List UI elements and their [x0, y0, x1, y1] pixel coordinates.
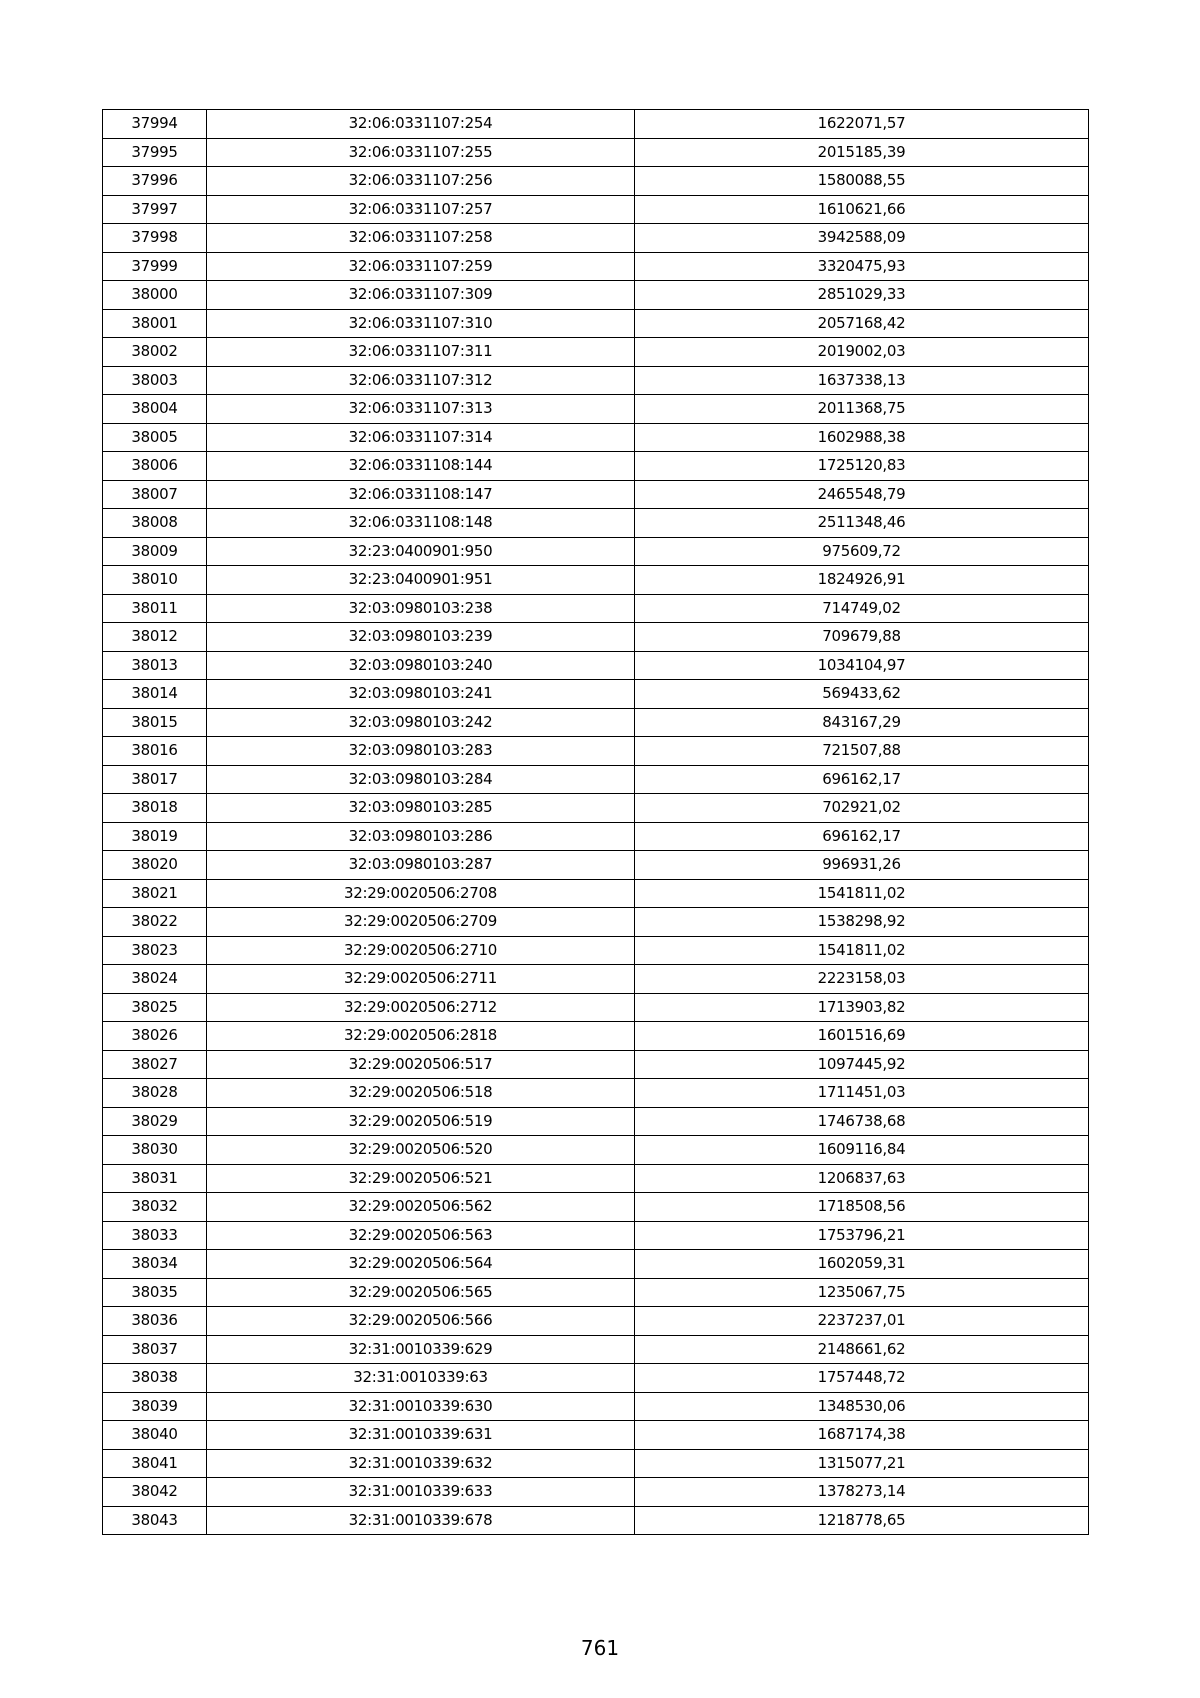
cadastral-number-cell: 32:31:0010339:629	[207, 1335, 635, 1364]
row-number-cell: 38030	[103, 1136, 207, 1165]
row-number-cell: 38034	[103, 1250, 207, 1279]
table-row	[103, 224, 1089, 253]
value-cell: 1097445,92	[635, 1050, 1089, 1079]
cadastral-number-cell: 32:06:0331107:256	[207, 167, 635, 196]
row-number-cell: 38032	[103, 1193, 207, 1222]
value-cell: 1753796,21	[635, 1221, 1089, 1250]
cadastral-number-cell: 32:03:0980103:239	[207, 623, 635, 652]
value-cell: 975609,72	[635, 537, 1089, 566]
table-row	[103, 851, 1089, 880]
cadastral-number-cell: 32:06:0331108:148	[207, 509, 635, 538]
row-number-cell: 37994	[103, 110, 207, 139]
row-number-cell: 38008	[103, 509, 207, 538]
row-number-cell: 38003	[103, 366, 207, 395]
table-row	[103, 1164, 1089, 1193]
table-row	[103, 452, 1089, 481]
cadastral-number-cell: 32:31:0010339:678	[207, 1506, 635, 1535]
cadastral-number-cell: 32:03:0980103:287	[207, 851, 635, 880]
table-row	[103, 252, 1089, 281]
value-cell: 1580088,55	[635, 167, 1089, 196]
table-row	[103, 765, 1089, 794]
table-row	[103, 1022, 1089, 1051]
cadastral-number-cell: 32:03:0980103:284	[207, 765, 635, 794]
row-number-cell: 38000	[103, 281, 207, 310]
table-row	[103, 965, 1089, 994]
row-number-cell: 38038	[103, 1364, 207, 1393]
cadastral-number-cell: 32:29:0020506:565	[207, 1278, 635, 1307]
row-number-cell: 38011	[103, 594, 207, 623]
table-row	[103, 1050, 1089, 1079]
cadastral-number-cell: 32:29:0020506:2709	[207, 908, 635, 937]
value-cell: 2237237,01	[635, 1307, 1089, 1336]
cadastral-number-cell: 32:06:0331107:254	[207, 110, 635, 139]
value-cell: 1610621,66	[635, 195, 1089, 224]
cadastral-number-cell: 32:29:0020506:519	[207, 1107, 635, 1136]
table-row	[103, 138, 1089, 167]
table-row	[103, 509, 1089, 538]
table-row	[103, 936, 1089, 965]
value-cell: 843167,29	[635, 708, 1089, 737]
row-number-cell: 38013	[103, 651, 207, 680]
value-cell: 696162,17	[635, 765, 1089, 794]
row-number-cell: 37995	[103, 138, 207, 167]
cadastral-number-cell: 32:06:0331107:257	[207, 195, 635, 224]
row-number-cell: 38036	[103, 1307, 207, 1336]
table-row	[103, 338, 1089, 367]
value-cell: 3320475,93	[635, 252, 1089, 281]
value-cell: 1711451,03	[635, 1079, 1089, 1108]
row-number-cell: 38017	[103, 765, 207, 794]
value-cell: 2148661,62	[635, 1335, 1089, 1364]
value-cell: 709679,88	[635, 623, 1089, 652]
row-number-cell: 38037	[103, 1335, 207, 1364]
row-number-cell: 38009	[103, 537, 207, 566]
row-number-cell: 38010	[103, 566, 207, 595]
cadastral-number-cell: 32:29:0020506:518	[207, 1079, 635, 1108]
cadastral-number-cell: 32:06:0331107:314	[207, 423, 635, 452]
cadastral-number-cell: 32:31:0010339:633	[207, 1478, 635, 1507]
row-number-cell: 38006	[103, 452, 207, 481]
value-cell: 1538298,92	[635, 908, 1089, 937]
table-row	[103, 623, 1089, 652]
row-number-cell: 38043	[103, 1506, 207, 1535]
table-row	[103, 1221, 1089, 1250]
value-cell: 1348530,06	[635, 1392, 1089, 1421]
row-number-cell: 38015	[103, 708, 207, 737]
table-row	[103, 423, 1089, 452]
value-cell: 1637338,13	[635, 366, 1089, 395]
cadastral-number-cell: 32:29:0020506:2818	[207, 1022, 635, 1051]
table-row	[103, 281, 1089, 310]
table-row	[103, 566, 1089, 595]
table-row	[103, 708, 1089, 737]
table-body	[103, 110, 1089, 1535]
row-number-cell: 38028	[103, 1079, 207, 1108]
table-row	[103, 366, 1089, 395]
value-cell: 1824926,91	[635, 566, 1089, 595]
table-row	[103, 1079, 1089, 1108]
value-cell: 714749,02	[635, 594, 1089, 623]
value-cell: 1609116,84	[635, 1136, 1089, 1165]
row-number-cell: 38024	[103, 965, 207, 994]
table-row	[103, 1250, 1089, 1279]
table-row	[103, 737, 1089, 766]
cadastral-number-cell: 32:29:0020506:517	[207, 1050, 635, 1079]
row-number-cell: 38029	[103, 1107, 207, 1136]
cadastral-number-cell: 32:29:0020506:2712	[207, 993, 635, 1022]
row-number-cell: 37999	[103, 252, 207, 281]
cadastral-number-cell: 32:29:0020506:2710	[207, 936, 635, 965]
cadastral-number-cell: 32:29:0020506:566	[207, 1307, 635, 1336]
value-cell: 1757448,72	[635, 1364, 1089, 1393]
cadastral-number-cell: 32:03:0980103:240	[207, 651, 635, 680]
row-number-cell: 38016	[103, 737, 207, 766]
cadastral-number-cell: 32:31:0010339:630	[207, 1392, 635, 1421]
row-number-cell: 37998	[103, 224, 207, 253]
table-row	[103, 1136, 1089, 1165]
table-row	[103, 1392, 1089, 1421]
table-row	[103, 993, 1089, 1022]
row-number-cell: 38026	[103, 1022, 207, 1051]
row-number-cell: 38031	[103, 1164, 207, 1193]
value-cell: 1218778,65	[635, 1506, 1089, 1535]
row-number-cell: 38018	[103, 794, 207, 823]
value-cell: 2223158,03	[635, 965, 1089, 994]
row-number-cell: 38021	[103, 879, 207, 908]
row-number-cell: 38020	[103, 851, 207, 880]
cadastral-number-cell: 32:29:0020506:520	[207, 1136, 635, 1165]
table-row	[103, 195, 1089, 224]
cadastral-number-cell: 32:03:0980103:285	[207, 794, 635, 823]
row-number-cell: 38039	[103, 1392, 207, 1421]
table-row	[103, 879, 1089, 908]
row-number-cell: 38042	[103, 1478, 207, 1507]
table-row	[103, 480, 1089, 509]
table-row	[103, 1307, 1089, 1336]
value-cell: 1718508,56	[635, 1193, 1089, 1222]
cadastral-number-cell: 32:06:0331107:309	[207, 281, 635, 310]
value-cell: 2019002,03	[635, 338, 1089, 367]
table-row	[103, 167, 1089, 196]
page-number: 761	[580, 1636, 620, 1660]
value-cell: 1687174,38	[635, 1421, 1089, 1450]
cadastral-number-cell: 32:29:0020506:562	[207, 1193, 635, 1222]
table-row	[103, 794, 1089, 823]
value-cell: 702921,02	[635, 794, 1089, 823]
row-number-cell: 38033	[103, 1221, 207, 1250]
value-cell: 2011368,75	[635, 395, 1089, 424]
value-cell: 1378273,14	[635, 1478, 1089, 1507]
cadastral-number-cell: 32:06:0331108:147	[207, 480, 635, 509]
cadastral-number-cell: 32:03:0980103:242	[207, 708, 635, 737]
table-row	[103, 1107, 1089, 1136]
cadastral-number-cell: 32:03:0980103:286	[207, 822, 635, 851]
value-cell: 1541811,02	[635, 879, 1089, 908]
table-row	[103, 1506, 1089, 1535]
row-number-cell: 37996	[103, 167, 207, 196]
cadastral-number-cell: 32:29:0020506:564	[207, 1250, 635, 1279]
value-cell: 1034104,97	[635, 651, 1089, 680]
value-cell: 1541811,02	[635, 936, 1089, 965]
value-cell: 1315077,21	[635, 1449, 1089, 1478]
cadastral-number-cell: 32:29:0020506:2711	[207, 965, 635, 994]
row-number-cell: 38023	[103, 936, 207, 965]
cadastral-number-cell: 32:06:0331107:311	[207, 338, 635, 367]
table-row	[103, 680, 1089, 709]
table-row	[103, 1449, 1089, 1478]
cadastral-number-cell: 32:29:0020506:521	[207, 1164, 635, 1193]
table-row	[103, 1364, 1089, 1393]
row-number-cell: 38035	[103, 1278, 207, 1307]
value-cell: 1713903,82	[635, 993, 1089, 1022]
row-number-cell: 38027	[103, 1050, 207, 1079]
value-cell: 1602988,38	[635, 423, 1089, 452]
row-number-cell: 37997	[103, 195, 207, 224]
row-number-cell: 38014	[103, 680, 207, 709]
row-number-cell: 38007	[103, 480, 207, 509]
cadastral-number-cell: 32:03:0980103:238	[207, 594, 635, 623]
row-number-cell: 38002	[103, 338, 207, 367]
table-row	[103, 537, 1089, 566]
value-cell: 1601516,69	[635, 1022, 1089, 1051]
table-row	[103, 1193, 1089, 1222]
table-row	[103, 309, 1089, 338]
table-row	[103, 1421, 1089, 1450]
value-cell: 1622071,57	[635, 110, 1089, 139]
row-number-cell: 38019	[103, 822, 207, 851]
table-row	[103, 395, 1089, 424]
cadastral-number-cell: 32:31:0010339:631	[207, 1421, 635, 1450]
value-cell: 1602059,31	[635, 1250, 1089, 1279]
cadastral-number-cell: 32:06:0331107:255	[207, 138, 635, 167]
row-number-cell: 38004	[103, 395, 207, 424]
value-cell: 1725120,83	[635, 452, 1089, 481]
row-number-cell: 38012	[103, 623, 207, 652]
table-row	[103, 1335, 1089, 1364]
table-row	[103, 1478, 1089, 1507]
cadastral-number-cell: 32:23:0400901:951	[207, 566, 635, 595]
cadastral-number-cell: 32:03:0980103:241	[207, 680, 635, 709]
value-cell: 2511348,46	[635, 509, 1089, 538]
cadastral-number-cell: 32:29:0020506:563	[207, 1221, 635, 1250]
row-number-cell: 38041	[103, 1449, 207, 1478]
value-cell: 1235067,75	[635, 1278, 1089, 1307]
value-cell: 2057168,42	[635, 309, 1089, 338]
value-cell: 2851029,33	[635, 281, 1089, 310]
cadastral-number-cell: 32:06:0331108:144	[207, 452, 635, 481]
value-cell: 3942588,09	[635, 224, 1089, 253]
row-number-cell: 38001	[103, 309, 207, 338]
table-row	[103, 1278, 1089, 1307]
table-row	[103, 908, 1089, 937]
row-number-cell: 38040	[103, 1421, 207, 1450]
cadastral-number-cell: 32:06:0331107:259	[207, 252, 635, 281]
value-cell: 1206837,63	[635, 1164, 1089, 1193]
row-number-cell: 38005	[103, 423, 207, 452]
cadastral-number-cell: 32:06:0331107:258	[207, 224, 635, 253]
table-row	[103, 822, 1089, 851]
cadastral-number-cell: 32:31:0010339:632	[207, 1449, 635, 1478]
value-cell: 1746738,68	[635, 1107, 1089, 1136]
cadastral-number-cell: 32:23:0400901:950	[207, 537, 635, 566]
row-number-cell: 38025	[103, 993, 207, 1022]
table-row	[103, 651, 1089, 680]
value-cell: 996931,26	[635, 851, 1089, 880]
cadastral-number-cell: 32:29:0020506:2708	[207, 879, 635, 908]
cadastral-number-cell: 32:03:0980103:283	[207, 737, 635, 766]
table-row	[103, 110, 1089, 139]
cadastral-number-cell: 32:06:0331107:313	[207, 395, 635, 424]
row-number-cell: 38022	[103, 908, 207, 937]
table-row	[103, 594, 1089, 623]
cadastral-number-cell: 32:06:0331107:312	[207, 366, 635, 395]
value-cell: 721507,88	[635, 737, 1089, 766]
value-cell: 696162,17	[635, 822, 1089, 851]
value-cell: 2015185,39	[635, 138, 1089, 167]
data-table	[102, 109, 1089, 1535]
value-cell: 2465548,79	[635, 480, 1089, 509]
cadastral-number-cell: 32:06:0331107:310	[207, 309, 635, 338]
value-cell: 569433,62	[635, 680, 1089, 709]
cadastral-number-cell: 32:31:0010339:63	[207, 1364, 635, 1393]
